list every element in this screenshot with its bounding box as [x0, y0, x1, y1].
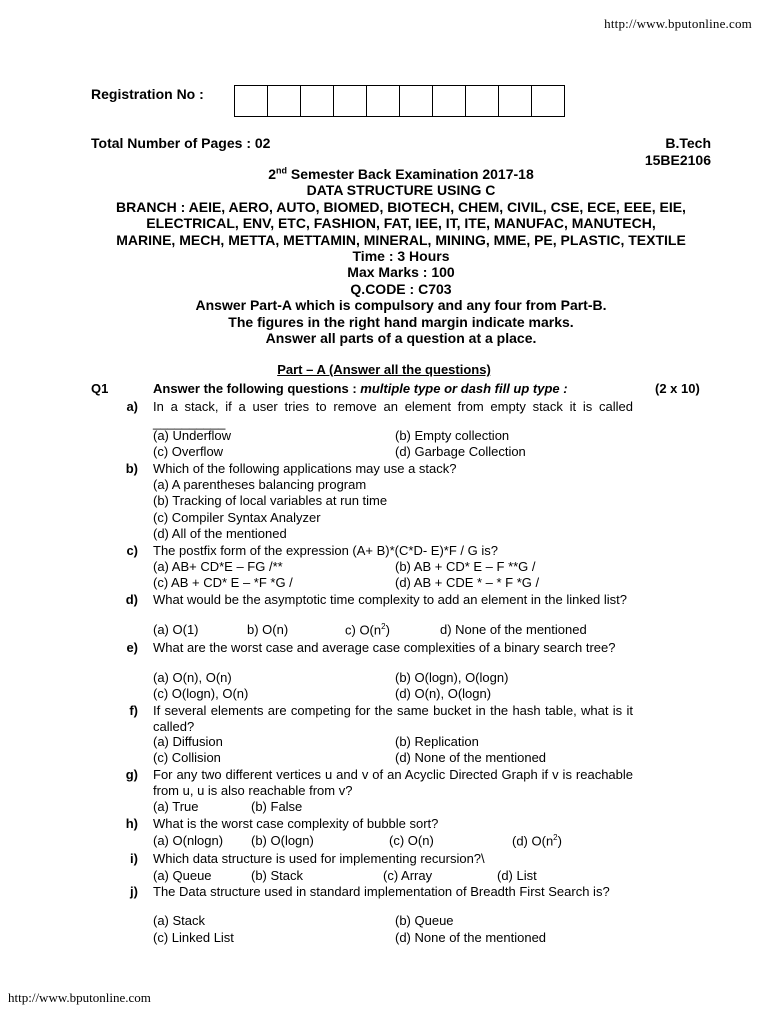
subquestion-label: b): [125, 461, 138, 476]
subquestion-text: The Data structure used in standard implementation of Breadth First Search is?: [153, 884, 610, 899]
answer-option: (d) O(n), O(logn): [395, 686, 492, 701]
answer-option: (d) None of the mentioned: [395, 750, 547, 765]
answer-option: (a) Underflow: [153, 428, 232, 443]
registration-box: [433, 86, 466, 116]
answer-option: (a) O(1): [153, 622, 199, 637]
subquestion-text: For any two different vertices u and v of an Acyclic Directed Graph if v is reachable from u, u is also reachable from v?: [153, 767, 633, 798]
answer-option: [345, 622, 390, 637]
subquestion-text: In a stack, if a user tries to remove an element from empty stack it is called __________: [153, 399, 633, 430]
answer-option: b) O(n): [247, 622, 289, 637]
answer-option: (b) False: [251, 799, 303, 814]
exponent: 2: [553, 833, 558, 842]
registration-boxes: [234, 85, 565, 117]
subquestion-text: What would be the asymptotic time complexity to add an element in the linked list?: [153, 592, 628, 607]
subquestion-text: What are the worst case and average case complexities of a binary search tree?: [153, 640, 616, 655]
answer-option: (c) Array: [383, 868, 433, 883]
answer-option-end: ): [385, 622, 390, 638]
answer-option: (d) All of the mentioned: [153, 526, 287, 541]
subquestion-label: g): [125, 767, 138, 782]
answer-option: (a) O(nlogn): [153, 833, 224, 848]
instruction: Answer Part-A which is compulsory and any four from Part-B.: [195, 297, 607, 314]
answer-option: (d) AB + CDE * – * F *G /: [395, 575, 540, 590]
answer-option: (b) Queue: [395, 913, 454, 928]
answer-option: [512, 833, 562, 848]
registration-box: [334, 86, 367, 116]
registration-box: [367, 86, 400, 116]
subquestion-label: f): [129, 703, 138, 718]
max-marks: Max Marks : 100: [347, 264, 455, 281]
subquestion-label: e): [126, 640, 138, 655]
answer-option: (c) Collision: [153, 750, 221, 765]
instruction: Answer all parts of a question at a place.: [265, 330, 537, 347]
answer-option: (d) None of the mentioned: [395, 930, 547, 945]
answer-option: (a) O(n), O(n): [153, 670, 232, 685]
question-number: Q1: [91, 381, 109, 396]
answer-option: (d) Garbage Collection: [395, 444, 526, 459]
answer-option: (b) Empty collection: [395, 428, 510, 443]
source-url-bottom[interactable]: http://www.bputonline.com: [8, 990, 151, 1005]
semester-number: 2: [268, 166, 277, 182]
answer-option-base: (d) O(n: [512, 833, 554, 849]
subquestion-label: i): [130, 851, 138, 866]
semester-text: Semester Back Examination 2017-18: [287, 166, 534, 182]
semester-line: [88, 166, 714, 182]
question-marks: (2 x 10): [655, 381, 700, 396]
subquestion-label: a): [126, 399, 138, 414]
answer-option: (d) List: [497, 868, 537, 883]
source-url-top[interactable]: http://www.bputonline.com: [604, 16, 752, 31]
branch-line: MARINE, MECH, METTA, METTAMIN, MINERAL, MINING, MME, PE, PLASTIC, TEXTILE: [116, 231, 686, 248]
answer-option-end: ): [557, 833, 562, 849]
answer-option: (a) True: [153, 799, 199, 814]
subquestion-text: The postfix form of the expression (A+ B)*(C*D- E)*F / G is?: [153, 543, 498, 558]
answer-option: (b) O(logn), O(logn): [395, 670, 509, 685]
answer-option: (b) Replication: [395, 734, 479, 749]
registration-box: [532, 86, 565, 116]
subquestion-text: What is the worst case complexity of bubble sort?: [153, 816, 439, 831]
subquestion-label: c): [126, 543, 138, 558]
exam-header: [88, 166, 714, 346]
registration-box: [466, 86, 499, 116]
exam-time: Time : 3 Hours: [352, 248, 450, 265]
degree: B.Tech: [665, 135, 711, 151]
registration-box: [235, 86, 268, 116]
answer-option: (c) O(n): [389, 833, 434, 848]
instruction: The figures in the right hand margin indicate marks.: [228, 313, 574, 330]
answer-option-base: c) O(n: [345, 622, 382, 638]
part-a-title: Part – A (Answer all the questions): [277, 362, 491, 377]
exponent: 2: [381, 622, 386, 631]
registration-label: Registration No :: [91, 86, 204, 102]
answer-option: (c) O(logn), O(n): [153, 686, 249, 701]
answer-option: (c) Overflow: [153, 444, 224, 459]
answer-option: (b) AB + CD* E – F **G /: [395, 559, 536, 574]
course-code: 15BE2106: [644, 152, 711, 168]
answer-option: (c) Linked List: [153, 930, 234, 945]
answer-option: (b) Tracking of local variables at run time: [153, 493, 388, 508]
registration-box: [301, 86, 334, 116]
answer-option: (b) Stack: [251, 868, 304, 883]
registration-box: [499, 86, 532, 116]
semester-ordinal: nd: [276, 165, 288, 176]
answer-option: d) None of the mentioned: [440, 622, 587, 637]
total-pages: Total Number of Pages : 02: [91, 135, 271, 151]
subquestion-label: j): [130, 884, 138, 899]
degree-block: [645, 135, 711, 169]
question-instruction-text: Answer the following questions :: [153, 381, 361, 396]
answer-option: (a) Stack: [153, 913, 206, 928]
subquestion-text: Which data structure is used for implementing recursion?\: [153, 851, 485, 866]
subquestion-text: If several elements are competing for the same bucket in the hash table, what is it called?: [153, 703, 633, 734]
subquestion-label: h): [125, 816, 138, 831]
answer-option: (a) Diffusion: [153, 734, 223, 749]
question-code: Q.CODE : C703: [350, 280, 452, 297]
subquestion-label: d): [125, 592, 138, 607]
registration-box: [268, 86, 301, 116]
registration-box: [400, 86, 433, 116]
branch-line: ELECTRICAL, ENV, ETC, FASHION, FAT, IEE, IT, ITE, MANUFAC, MANUTECH,: [146, 215, 656, 232]
answer-option: (b) O(logn): [251, 833, 314, 848]
answer-option: (a) Queue: [153, 868, 212, 883]
answer-option: (a) A parentheses balancing program: [153, 477, 367, 492]
answer-option: (c) Compiler Syntax Analyzer: [153, 510, 321, 525]
question-instruction: [153, 381, 568, 396]
subquestion-text: Which of the following applications may use a stack?: [153, 461, 457, 476]
subject-title: DATA STRUCTURE USING C: [306, 182, 496, 199]
answer-option: (a) AB+ CD*E – FG /**: [153, 559, 283, 574]
branch-line: BRANCH : AEIE, AERO, AUTO, BIOMED, BIOTECH, CHEM, CIVIL, CSE, ECE, EEE, EIE,: [116, 198, 686, 215]
answer-option: (c) AB + CD* E – *F *G /: [153, 575, 293, 590]
question-instruction-type: multiple type or dash fill up type :: [360, 381, 568, 396]
